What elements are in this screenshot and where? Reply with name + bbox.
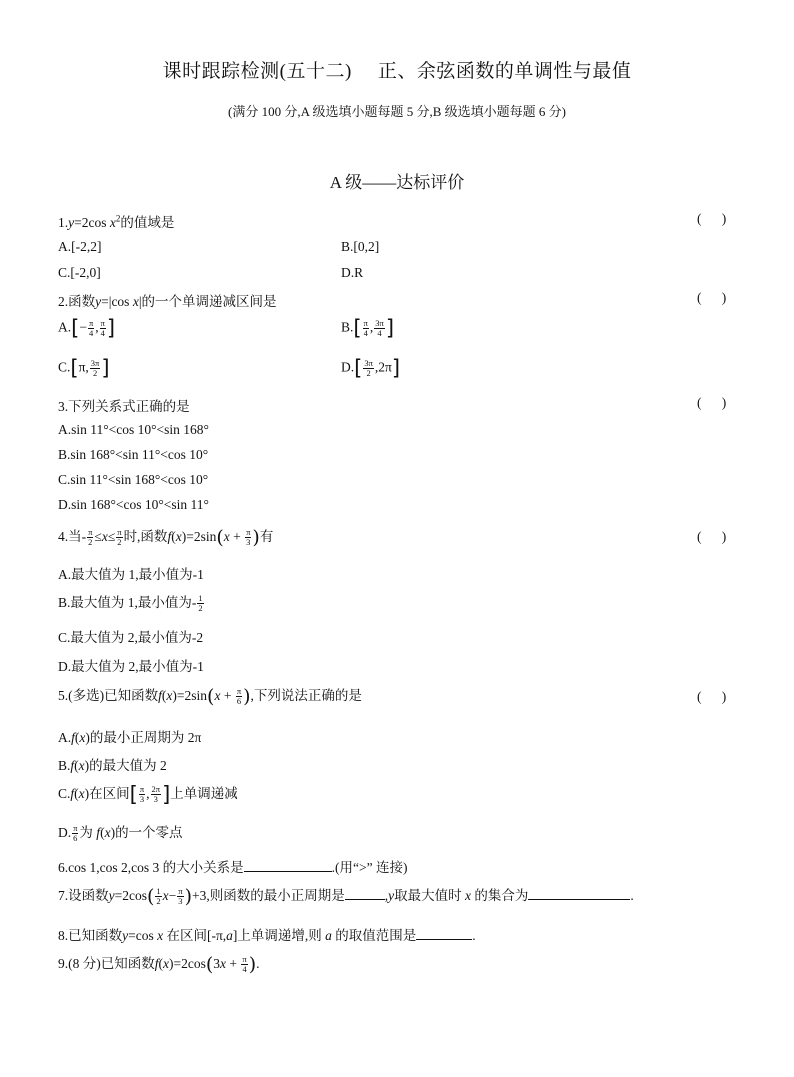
- question-2-stem: 2.函数y=|cos x|的一个单调递减区间是: [58, 294, 277, 309]
- answer-paren-2[interactable]: ( ): [697, 290, 727, 305]
- question-3-stem: 3.下列关系式正确的是: [58, 399, 190, 414]
- question-5-option-b: B.f(x)的最大值为 2: [58, 758, 167, 773]
- answer-paren-3[interactable]: ( ): [697, 395, 727, 410]
- question-3-option-d: D.sin 168°<cos 10°<sin 11°: [58, 497, 209, 512]
- question-6: 6.cos 1,cos 2,cos 3 的大小关系是 .(用“>” 连接): [58, 860, 408, 875]
- question-4-option-b: B.最大值为 1,最小值为- $\frac{1}{2}$: [58, 593, 203, 614]
- question-5-option-d: D. $\frac{\pi}{6}$ 为 f(x)的一个零点: [58, 823, 183, 844]
- question-3-option-c: C.sin 11°<sin 168°<cos 10°: [58, 472, 209, 487]
- answer-blank-8[interactable]: [416, 926, 472, 940]
- question-2-option-c: C.[π, $\frac{3\pi}{2}$ ]: [58, 356, 110, 380]
- answer-paren-4[interactable]: ( ): [697, 529, 727, 544]
- answer-paren-1[interactable]: ( ): [697, 211, 727, 226]
- answer-blank-6[interactable]: [244, 858, 332, 872]
- answer-blank-7b[interactable]: [528, 886, 630, 900]
- question-8: 8.已知函数y=cos x 在区间[-π,a]上单调递增,则 a 的取值范围是 .: [58, 928, 476, 943]
- question-4-stem: 4.当- $\frac{\pi}{2}$ ≤x≤ $\frac{\pi}{2}$ 时,函数f(x)=2sin(x + $\frac{\pi}{3}$ )有: [58, 526, 274, 549]
- question-1-option-c: C.[-2,0]: [58, 265, 101, 280]
- question-1-option-d: D.R: [341, 265, 364, 280]
- question-1-option-b: B.[0,2]: [341, 239, 380, 254]
- question-5-option-c: C.f(x)在区间[ $\frac{\pi}{3}$ , $\frac{2\pi}{3}$ ]上单调递减: [58, 782, 238, 807]
- title-left: 课时跟踪检测(五十二): [162, 61, 352, 82]
- question-3-option-b: B.sin 168°<sin 11°<cos 10°: [58, 447, 209, 462]
- question-5-stem: 5.(多选)已知函数f(x)=2sin(x + $\frac{\pi}{6}$ ),下列说法正确的是: [58, 685, 362, 708]
- answer-blank-7a[interactable]: [345, 886, 385, 900]
- question-2-option-b: B.[ $\frac{\pi}{4}$ , $\frac{3\pi}{4}$ ]: [341, 316, 395, 340]
- question-9: 9.(8 分)已知函数f(x)=2cos(3x + $\frac{\pi}{4}$ ).: [58, 953, 260, 976]
- question-4-option-d: D.最大值为 2,最小值为-1: [58, 659, 204, 674]
- page-title: [0, 56, 794, 83]
- question-5-option-a: A.f(x)的最小正周期为 2π: [58, 730, 202, 745]
- question-2-option-d: D.[ $\frac{3\pi}{2}$ ,2π]: [341, 356, 401, 380]
- question-2-option-a: A.[− $\frac{\pi}{4}$ , $\frac{\pi}{4}$ ]: [58, 316, 116, 340]
- title-right: 正、余弦函数的单调性与最值: [377, 61, 632, 82]
- question-1-option-a: A.[-2,2]: [58, 239, 102, 254]
- question-4-option-a: A.最大值为 1,最小值为-1: [58, 567, 204, 582]
- answer-paren-5[interactable]: ( ): [697, 689, 727, 704]
- section-heading-a: A 级——达标评价: [329, 173, 465, 192]
- score-note: (满分 100 分,A 级选填小题每题 5 分,B 级选填小题每题 6 分): [227, 104, 566, 119]
- question-7: 7.设函数y=2cos( $\frac{1}{2}$ x− $\frac{\pi}{3}$ )+3,则函数的最小正周期是 ,y取最大值时 x 的集合为 .: [58, 885, 634, 908]
- question-1-stem: 1.y=2cos $x^2$的值域是: [58, 213, 175, 230]
- question-3-option-a: A.sin 11°<cos 10°<sin 168°: [58, 422, 209, 437]
- question-4-option-c: C.最大值为 2,最小值为-2: [58, 630, 204, 645]
